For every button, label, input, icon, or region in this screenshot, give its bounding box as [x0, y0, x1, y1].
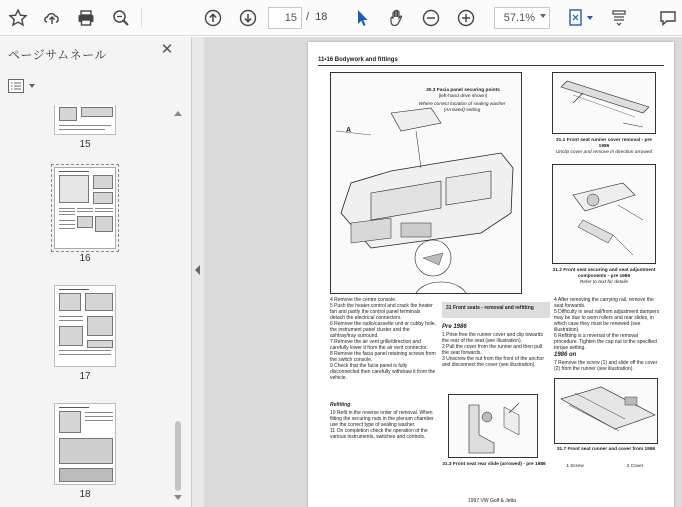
figure-caption: Refer to text for details [579, 280, 629, 285]
body-text-col2: 1 Prise free the runner cover and clip towards the rear of the seat (see illustration). 2 Pull the cover from the runner and then pull the seat forwards. 3 Unscrew the nut from the front of the anchor and disconnect the cover (see illustration). [442, 332, 544, 368]
thumbnail-label: 16 [79, 253, 91, 264]
seat-components-illustration [553, 165, 656, 264]
page-number-input[interactable] [268, 7, 302, 29]
toolbar [0, 0, 682, 36]
document-viewer[interactable] [204, 37, 682, 507]
figure-caption: Where correct location of sealing washer [418, 102, 506, 107]
toolbar-separator [141, 8, 142, 28]
upload-icon[interactable] [40, 6, 64, 30]
comment-icon[interactable] [656, 6, 680, 30]
callout-a: A [346, 127, 352, 134]
seat-rear-slide-figure [448, 394, 538, 458]
zoom-search-icon[interactable] [109, 6, 133, 30]
chevron-down-icon [29, 84, 35, 88]
zoom-level-input[interactable] [494, 7, 550, 29]
runner-cover-illustration [555, 379, 658, 444]
print-icon[interactable] [74, 6, 98, 30]
close-icon[interactable]: ✕ [160, 41, 174, 58]
thumbnail-page-17[interactable] [54, 285, 116, 367]
page-down-icon[interactable] [236, 6, 260, 30]
figure-caption: (Arrowed) setting [443, 108, 481, 113]
scroll-up-icon[interactable] [174, 111, 182, 116]
thumbnail-label: 17 [79, 371, 91, 382]
thumbnail-options-button[interactable] [8, 77, 40, 95]
document-page [308, 42, 674, 507]
figure-caption: 31.2 Front seat securing and seat adjustment components - pre 1986 [552, 268, 656, 279]
body-text-col3: 4 After removing the carrying rail, remove the seat forwards. 5 Difficulty in seat rail/from adjustment dampers may be due to worn rollers and rear slides, in which case they must be renewed (see illustration). 6 Refitting is a reversal of the removal procedure. Tighten the cap nut to the specified torque setting. [554, 297, 660, 351]
from-1986-heading: 1986 on [554, 352, 577, 358]
scroll-mode-icon[interactable] [607, 6, 631, 30]
star-icon[interactable] [6, 6, 30, 30]
body-text-col1-refitting: 10 Refit in the reverse order of removal. When fitting the securing nuts in the plenum chamber use the correct type of sealing washer. 11 On completion check the operation of the various instruments, switches and controls. [330, 410, 434, 440]
seat-components-figure [552, 164, 656, 264]
thumbnail-label: 15 [79, 139, 91, 150]
page-up-icon[interactable] [201, 6, 225, 30]
figure-caption: (left-hand drive shown) [438, 94, 488, 99]
header-rule [318, 65, 664, 66]
sidebar-splitter[interactable] [192, 37, 204, 507]
list-icon [8, 79, 24, 93]
refitting-heading: Refitting [330, 402, 351, 408]
thumbnail-page-15[interactable] [54, 105, 116, 135]
figure-label: 1 Screw [566, 464, 584, 469]
body-text-col1: 4 Remove the centre console. 5 Push the heater control and crack the heater fan and partly the control panel terminals detach the electrical connectors. 6 Remove the radio/cassette unit or cubby hole, the instrument panel cluster and the ashtray/tray surround. 7 Remove the air vent grille/direction and carefully lower it from the air vent connector. 8 Remove the facia panel retaining screws from the switch console. 9 Check that the facia panel is fully disconnected then carefully withdraw it from the vehicle. [330, 297, 436, 381]
zoom-in-icon[interactable] [454, 6, 478, 30]
sidebar-scrollbar[interactable] [174, 111, 182, 501]
figure-caption: 31.3 Front seat rear slide (arrowed) - pre 1986 [442, 462, 546, 467]
select-cursor-icon[interactable] [350, 6, 374, 30]
zoom-out-icon[interactable] [419, 6, 443, 30]
figure-caption: 31.7 Front seat runner and cover from 1986 [556, 447, 656, 452]
hand-tool-icon[interactable] [385, 6, 409, 30]
page-total-label [306, 11, 327, 23]
thumbnail-label: 18 [79, 489, 91, 500]
runner-illustration [553, 73, 656, 134]
thumbnail-sidebar [0, 37, 192, 507]
figure-caption: 30.3 Facia panel securing points [426, 88, 500, 93]
page-total-value: 18 [315, 11, 328, 23]
section-heading: 31 Front seats - removal and refitting [446, 305, 534, 311]
scrollbar-thumb[interactable] [175, 421, 181, 491]
pre-1986-heading: Pre 1986 [442, 324, 467, 330]
collapse-sidebar-icon[interactable] [195, 265, 200, 275]
rear-slide-illustration [449, 395, 538, 458]
thumbnail-list [0, 105, 184, 505]
thumbnail-page-18[interactable] [54, 403, 116, 485]
figure-caption: Unclip cover and remove in direction arrowed [555, 150, 653, 155]
sidebar-title: ページサムネール [8, 48, 107, 62]
page-separator: / [306, 11, 310, 23]
seat-runner-cover-figure [554, 378, 658, 444]
figure-caption: 31.1 Front seat runner cover removal - pre 1986 [556, 138, 652, 149]
thumbnail-page-16[interactable] [54, 167, 116, 249]
fit-page-dropdown-icon[interactable] [587, 16, 593, 20]
page-header: 11•16 Bodywork and fittings [318, 57, 398, 63]
seat-runner-figure [552, 72, 656, 134]
page-footer: 1997 VW Golf & Jetta [468, 498, 517, 504]
fit-page-icon[interactable] [564, 6, 588, 30]
body-text-col3-b: 7 Remove the screw (1) and slide off the cover (2) from the runner (see illustration). [554, 360, 659, 372]
figure-label: 2 Cover [626, 464, 644, 469]
zoom-dropdown-icon[interactable] [540, 14, 546, 18]
scroll-down-icon[interactable] [174, 495, 182, 500]
